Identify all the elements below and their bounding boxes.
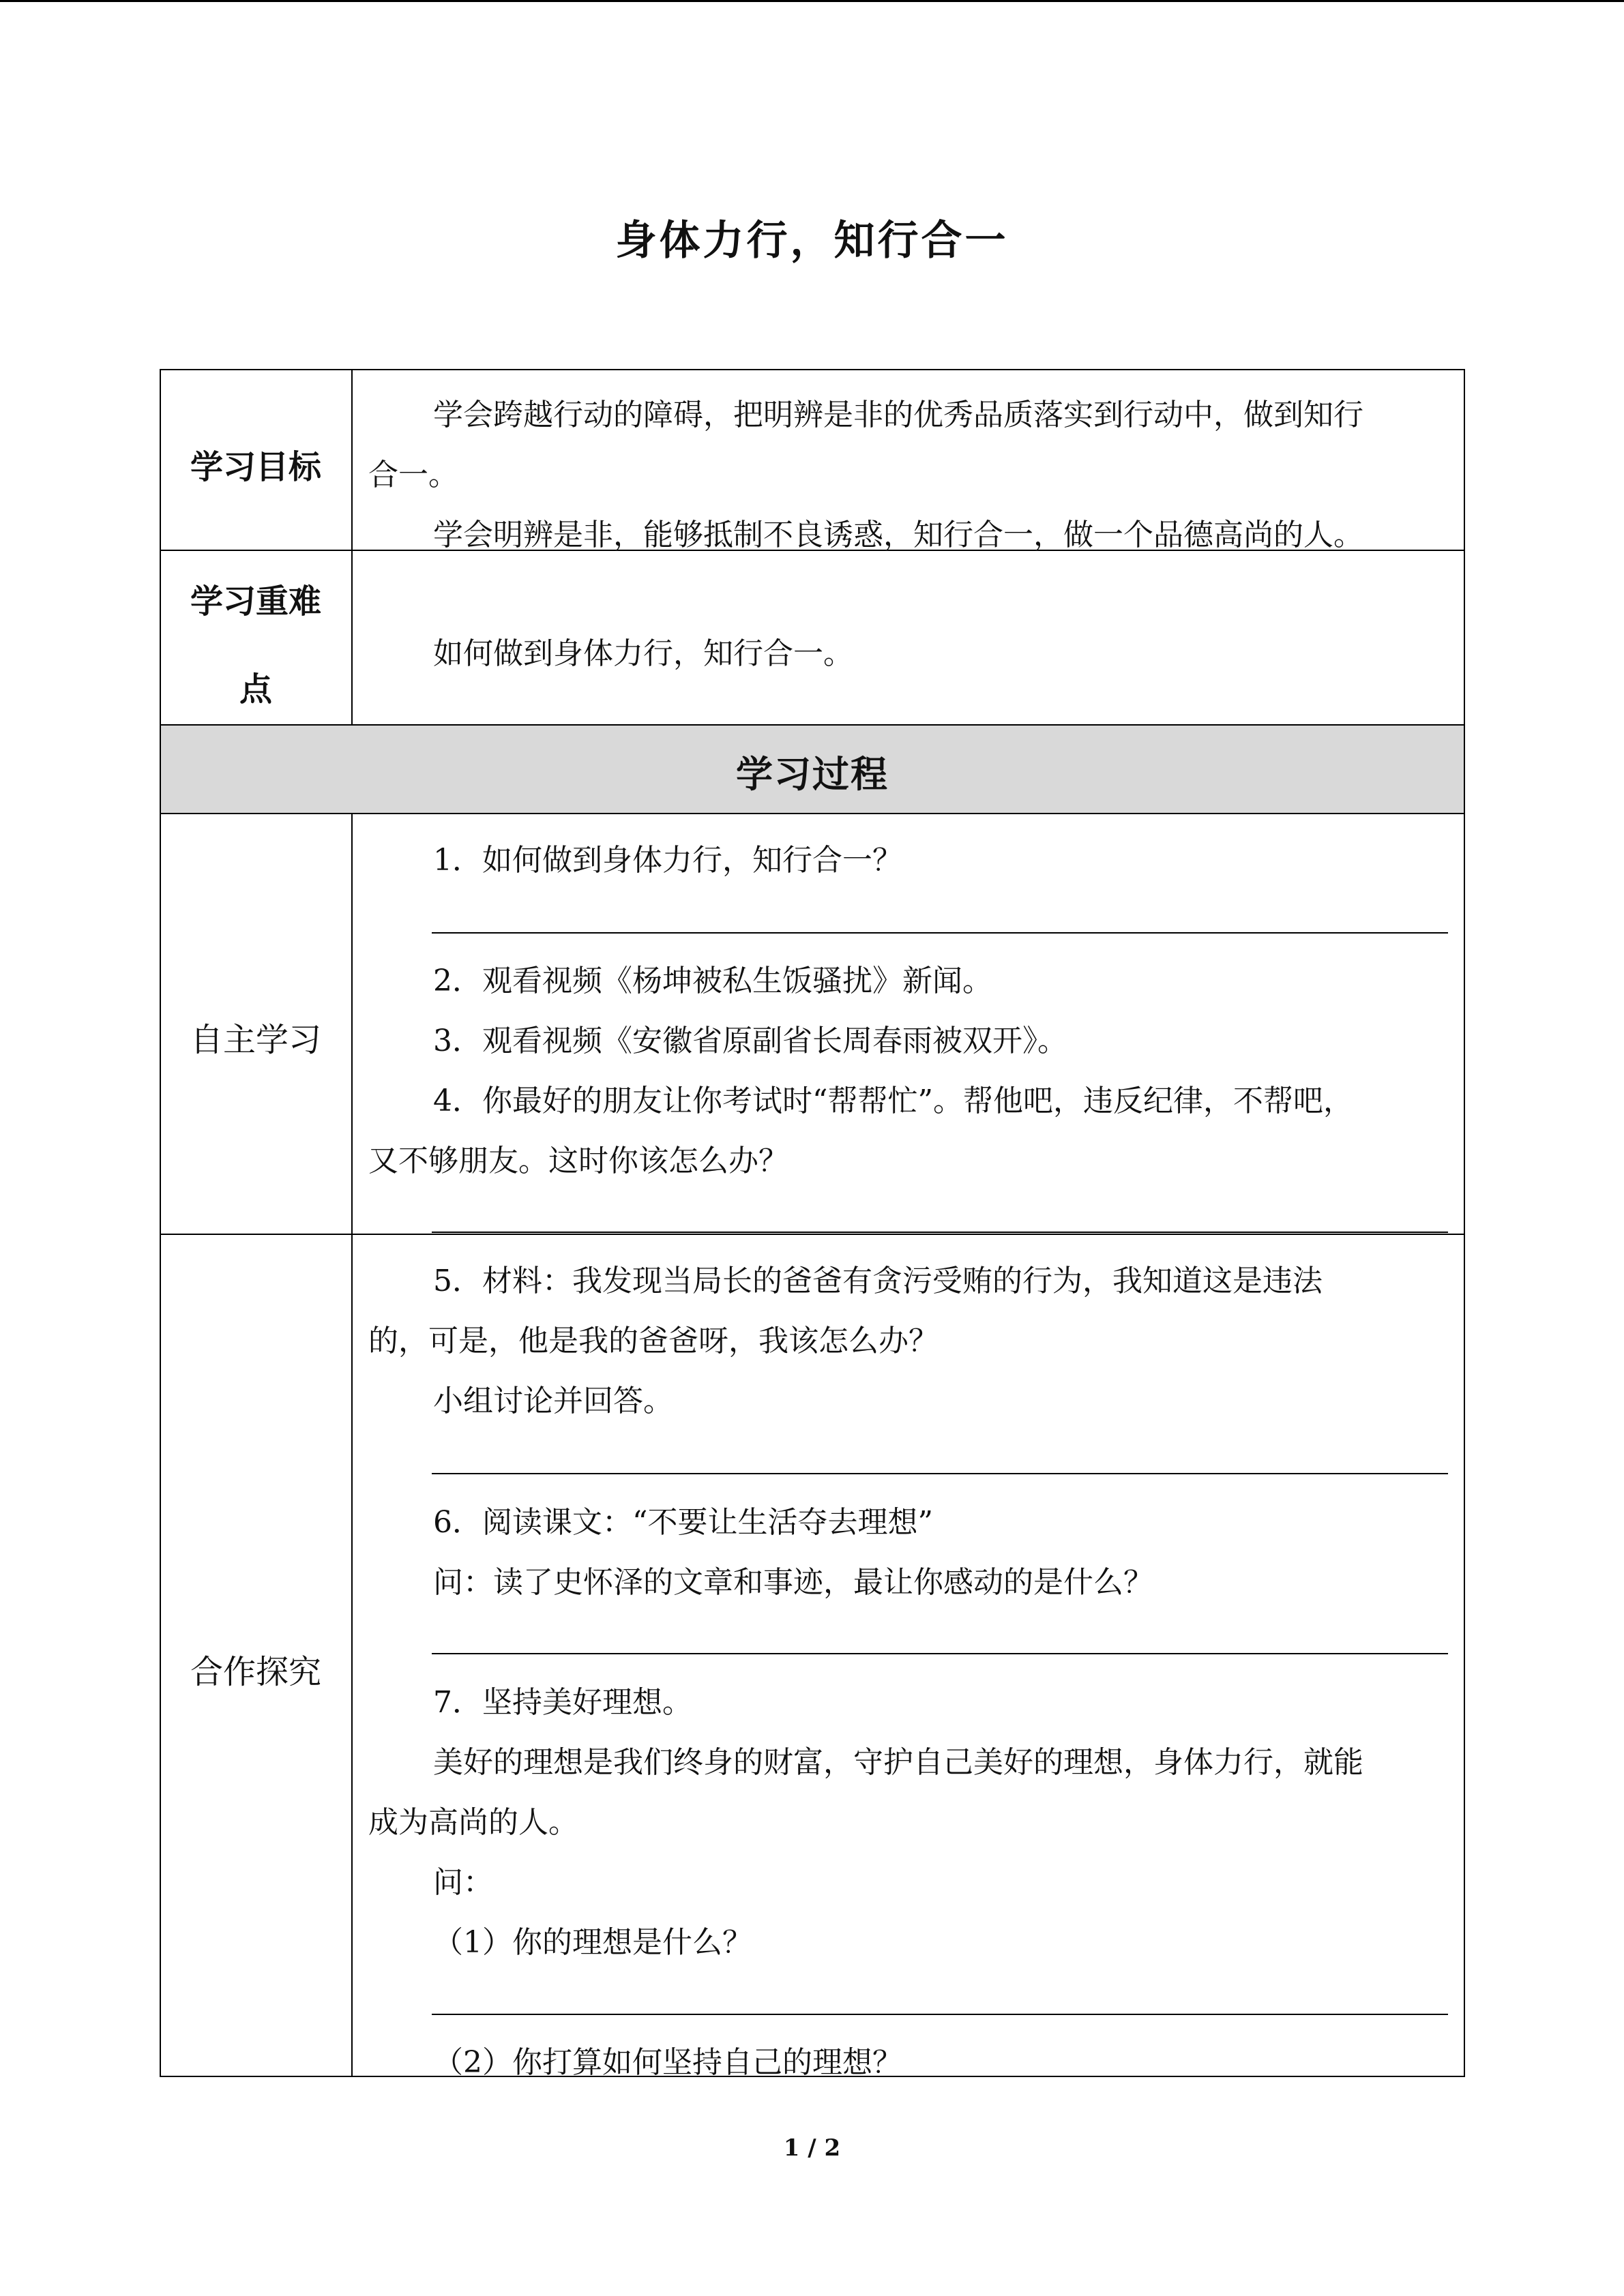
page-title: 身体力行，知行合一 — [615, 217, 1009, 265]
cooperation-q7-sub-1: （1）你的理想是什么？ — [433, 1925, 752, 1960]
keypoints-label-line-2: 点 — [239, 670, 272, 709]
row-divider-selfstudy — [160, 1234, 1465, 1235]
answer-line-q5[interactable] — [432, 1473, 1448, 1474]
answer-line-q4[interactable] — [432, 1232, 1448, 1233]
goals-line-2: 合一。 — [368, 458, 458, 492]
goals-label: 学习目标 — [190, 448, 321, 486]
answer-line-q1[interactable] — [432, 932, 1448, 934]
cooperation-q7-line-1: 7．坚持美好理想。 — [433, 1685, 692, 1720]
table-border-left — [160, 369, 161, 2077]
cooperation-q7-line-3: 成为高尚的人。 — [368, 1805, 578, 1840]
self-study-q4-line-2: 又不够朋友。这时你该怎么办？ — [368, 1144, 788, 1178]
page-number: 1 / 2 — [783, 2134, 841, 2162]
goals-line-3: 学会明辨是非，能够抵制不良诱惑，知行合一，做一个品德高尚的人。 — [433, 518, 1363, 552]
process-header: 学习过程 — [736, 752, 889, 796]
table-border-top — [160, 369, 1465, 370]
column-divider-upper — [351, 369, 353, 726]
cooperation-q5-line-3: 小组讨论并回答。 — [433, 1384, 673, 1418]
cooperation-q7-sub-2: （2）你打算如何坚持自己的理想？ — [433, 2045, 902, 2080]
goals-line-1: 学会跨越行动的障碍，把明辨是非的优秀品质落实到行动中，做到知行 — [433, 398, 1363, 432]
cooperation-q6-line-2: 问：读了史怀泽的文章和事迹，最让你感动的是什么？ — [433, 1565, 1153, 1600]
cooperation-q5-line-1: 5．材料：我发现当局长的爸爸有贪污受贿的行为，我知道这是违法 — [433, 1264, 1323, 1298]
row-divider-keypoints — [160, 724, 1465, 726]
keypoints-label-line-1: 学习重难 — [190, 582, 321, 621]
cooperation-q5-line-2: 的，可是，他是我的爸爸呀，我该怎么办？ — [368, 1324, 939, 1358]
cooperation-q6-line-1: 6．阅读课文：“不要让生活夺去理想” — [433, 1505, 933, 1540]
answer-line-q6[interactable] — [432, 1653, 1448, 1654]
cooperation-q7-line-2: 美好的理想是我们终身的财富，守护自己美好的理想，身体力行，就能 — [433, 1745, 1363, 1780]
self-study-q4-line-1: 4．你最好的朋友让你考试时“帮帮忙”。帮他吧，违反纪律，不帮吧， — [433, 1084, 1353, 1118]
row-divider-header — [160, 813, 1465, 814]
column-divider-lower — [351, 813, 353, 2077]
cooperation-label: 合作探究 — [190, 1653, 321, 1691]
table-border-right — [1464, 369, 1465, 2077]
self-study-q1: 1．如何做到身体力行，知行合一？ — [433, 843, 902, 878]
keypoints-text: 如何做到身体力行，知行合一。 — [433, 636, 853, 671]
answer-line-q7-1[interactable] — [432, 2014, 1448, 2015]
self-study-q2: 2．观看视频《杨坤被私生饭骚扰》新闻。 — [433, 964, 992, 998]
top-border — [0, 0, 1624, 2]
cooperation-q7-line-4: 问： — [433, 1865, 493, 1900]
self-study-q3: 3．观看视频《安徽省原副省长周春雨被双开》。 — [433, 1024, 1067, 1058]
self-study-label: 自主学习 — [190, 1021, 321, 1059]
